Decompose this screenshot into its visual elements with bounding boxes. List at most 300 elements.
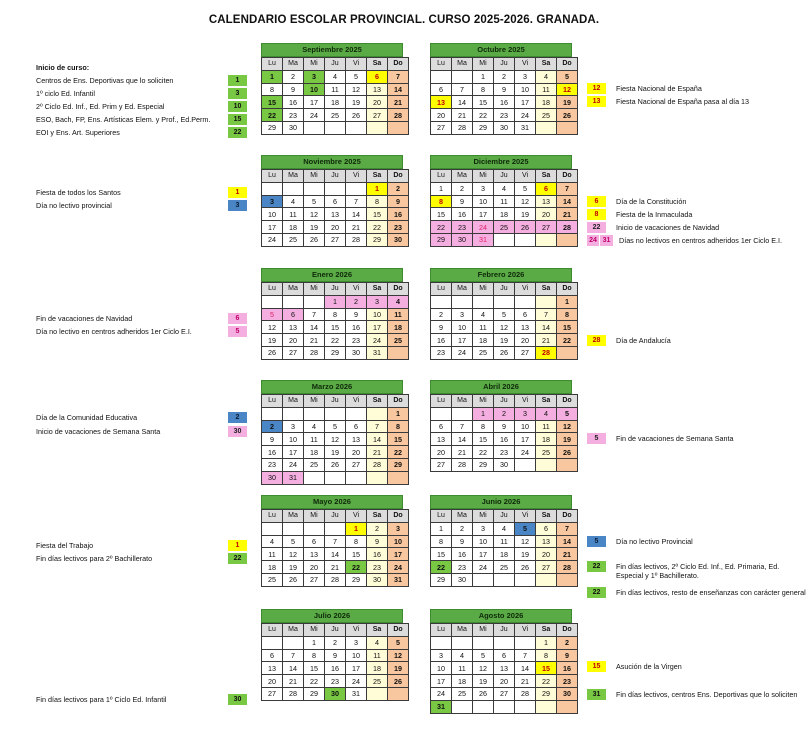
empty-cell <box>494 233 515 246</box>
day-cell: 11 <box>388 308 409 321</box>
empty-cell <box>262 295 283 308</box>
day-cell: 31 <box>367 346 388 359</box>
weekday-header: Sa <box>367 395 388 408</box>
weekday-header: Lu <box>431 58 452 71</box>
day-cell: 7 <box>304 308 325 321</box>
day-cell: 27 <box>367 109 388 122</box>
legend-label: 1º ciclo Ed. Infantil <box>36 89 95 98</box>
weekday-header: Do <box>557 624 578 637</box>
day-cell: 23 <box>367 561 388 574</box>
day-cell: 22 <box>431 221 452 234</box>
day-cell: 3 <box>262 195 283 208</box>
day-cell: 24 <box>367 334 388 347</box>
empty-cell <box>262 522 283 535</box>
weekday-header: Ju <box>494 58 515 71</box>
empty-cell <box>304 295 325 308</box>
day-cell: 1 <box>473 407 494 420</box>
day-cell: 29 <box>325 346 346 359</box>
legend-badge: 28 <box>587 335 606 346</box>
day-cell: 17 <box>452 334 473 347</box>
weekday-header: Sa <box>536 58 557 71</box>
day-cell: 17 <box>304 96 325 109</box>
day-cell: 7 <box>346 195 367 208</box>
day-cell: 5 <box>473 649 494 662</box>
day-cell: 22 <box>431 561 452 574</box>
weekday-header: Sa <box>536 510 557 523</box>
day-cell: 3 <box>473 182 494 195</box>
empty-cell <box>494 700 515 713</box>
day-cell: 20 <box>431 109 452 122</box>
weekday-header: Ju <box>325 624 346 637</box>
day-cell: 23 <box>283 109 304 122</box>
day-cell: 30 <box>367 573 388 586</box>
day-cell: 3 <box>431 649 452 662</box>
day-cell: 2 <box>494 70 515 83</box>
day-cell: 28 <box>367 458 388 471</box>
weekday-header: Vi <box>515 510 536 523</box>
day-cell: 27 <box>346 458 367 471</box>
empty-cell <box>452 70 473 83</box>
empty-cell <box>304 407 325 420</box>
weekday-header: Lu <box>262 283 283 296</box>
day-cell: 14 <box>304 321 325 334</box>
empty-cell <box>515 458 536 471</box>
day-cell: 7 <box>515 649 536 662</box>
day-cell: 30 <box>494 121 515 134</box>
day-cell: 21 <box>452 446 473 459</box>
day-cell: 4 <box>262 535 283 548</box>
day-cell: 20 <box>304 561 325 574</box>
day-cell: 27 <box>283 346 304 359</box>
legend-badge: 6 <box>587 196 606 207</box>
day-cell: 29 <box>304 687 325 700</box>
day-cell: 11 <box>473 321 494 334</box>
day-cell: 14 <box>325 548 346 561</box>
day-cell: 13 <box>431 96 452 109</box>
day-cell: 1 <box>325 295 346 308</box>
empty-cell <box>536 573 557 586</box>
day-cell: 24 <box>515 446 536 459</box>
day-cell: 19 <box>515 208 536 221</box>
day-cell: 28 <box>325 573 346 586</box>
legend-label: Día de la Constitución <box>616 197 687 206</box>
day-cell: 29 <box>431 233 452 246</box>
day-cell: 27 <box>536 221 557 234</box>
day-cell: 21 <box>557 208 578 221</box>
empty-cell <box>494 636 515 649</box>
day-cell: 13 <box>494 662 515 675</box>
day-cell: 24 <box>452 346 473 359</box>
empty-cell <box>452 700 473 713</box>
weekday-header: Ju <box>494 624 515 637</box>
month-calendar <box>430 609 572 714</box>
day-cell: 19 <box>304 221 325 234</box>
day-cell: 9 <box>494 83 515 96</box>
day-cell: 20 <box>515 334 536 347</box>
day-cell: 20 <box>325 221 346 234</box>
weekday-header: Lu <box>262 58 283 71</box>
weekday-header: Lu <box>431 170 452 183</box>
day-cell: 13 <box>367 83 388 96</box>
day-cell: 22 <box>473 109 494 122</box>
day-cell: 5 <box>557 70 578 83</box>
empty-cell <box>431 407 452 420</box>
month-title: Enero 2026 <box>261 268 403 282</box>
legend-badge: 1 <box>228 187 247 198</box>
day-cell: 9 <box>557 649 578 662</box>
weekday-header: Ma <box>452 395 473 408</box>
day-cell: 23 <box>346 334 367 347</box>
empty-cell <box>346 407 367 420</box>
weekday-header: Vi <box>515 624 536 637</box>
day-cell: 12 <box>494 321 515 334</box>
weekday-header: Do <box>388 395 409 408</box>
empty-cell <box>367 687 388 700</box>
day-cell: 2 <box>325 636 346 649</box>
legend-badge: 30 <box>228 426 247 437</box>
day-cell: 22 <box>346 561 367 574</box>
day-cell: 23 <box>494 446 515 459</box>
day-cell: 9 <box>452 535 473 548</box>
day-cell: 18 <box>283 221 304 234</box>
day-cell: 10 <box>283 433 304 446</box>
legend-label: Fin días lectivos, resto de enseñanzas con carácter general <box>616 588 806 597</box>
day-cell: 27 <box>431 458 452 471</box>
legend-label: ESO, Bach, FP, Ens. Artísticas Elem. y Prof., Ed.Perm. <box>36 115 211 124</box>
day-cell: 5 <box>346 70 367 83</box>
empty-cell <box>367 121 388 134</box>
day-cell: 13 <box>304 548 325 561</box>
weekday-header: Lu <box>262 510 283 523</box>
day-cell: 5 <box>557 407 578 420</box>
day-cell: 1 <box>262 70 283 83</box>
day-cell: 11 <box>452 662 473 675</box>
day-cell: 11 <box>494 195 515 208</box>
day-cell: 9 <box>325 649 346 662</box>
day-cell: 6 <box>536 522 557 535</box>
day-cell: 26 <box>515 561 536 574</box>
day-cell: 28 <box>557 561 578 574</box>
legend-label: Fin días lectivos, centros Ens. Deportivas que lo soliciten <box>616 690 798 699</box>
legend-label: Inicio de curso: <box>36 63 90 72</box>
legend-badge: 31 <box>587 689 606 700</box>
day-cell: 16 <box>431 334 452 347</box>
weekday-header: Ma <box>452 283 473 296</box>
day-cell: 8 <box>325 308 346 321</box>
day-cell: 9 <box>388 195 409 208</box>
empty-cell <box>557 573 578 586</box>
day-cell: 6 <box>431 420 452 433</box>
day-cell: 3 <box>388 522 409 535</box>
legend-badge: 31 <box>600 235 613 246</box>
day-cell: 26 <box>346 109 367 122</box>
empty-cell <box>304 121 325 134</box>
day-cell: 2 <box>494 407 515 420</box>
day-cell: 22 <box>304 675 325 688</box>
empty-cell <box>367 471 388 484</box>
day-cell: 4 <box>304 420 325 433</box>
weekday-header: Lu <box>262 395 283 408</box>
day-cell: 8 <box>473 420 494 433</box>
empty-cell <box>346 471 367 484</box>
day-cell: 13 <box>346 433 367 446</box>
empty-cell <box>325 522 346 535</box>
day-cell: 7 <box>283 649 304 662</box>
day-cell: 18 <box>536 433 557 446</box>
empty-cell <box>431 70 452 83</box>
day-cell: 20 <box>536 548 557 561</box>
day-cell: 4 <box>367 636 388 649</box>
day-cell: 7 <box>367 420 388 433</box>
day-cell: 24 <box>262 233 283 246</box>
weekday-header: Mi <box>473 58 494 71</box>
empty-cell <box>452 636 473 649</box>
empty-cell <box>536 121 557 134</box>
weekday-header: Ju <box>325 58 346 71</box>
day-cell: 22 <box>367 221 388 234</box>
day-cell: 21 <box>388 96 409 109</box>
day-cell: 12 <box>325 433 346 446</box>
day-cell: 1 <box>557 295 578 308</box>
day-cell: 15 <box>431 208 452 221</box>
day-cell: 27 <box>325 233 346 246</box>
empty-cell <box>557 458 578 471</box>
day-cell: 8 <box>388 420 409 433</box>
empty-cell <box>452 407 473 420</box>
month-calendar <box>430 380 572 472</box>
day-cell: 16 <box>346 321 367 334</box>
empty-cell <box>473 573 494 586</box>
day-cell: 14 <box>452 433 473 446</box>
day-cell: 26 <box>262 346 283 359</box>
day-cell: 22 <box>473 446 494 459</box>
day-cell: 16 <box>262 446 283 459</box>
day-cell: 21 <box>304 334 325 347</box>
legend-label: Fiesta del Trabajo <box>36 541 94 550</box>
day-cell: 11 <box>536 420 557 433</box>
empty-cell <box>304 522 325 535</box>
day-cell: 23 <box>431 346 452 359</box>
day-cell: 27 <box>515 346 536 359</box>
day-cell: 30 <box>557 687 578 700</box>
day-cell: 4 <box>283 195 304 208</box>
weekday-header: Ma <box>283 170 304 183</box>
weekday-header: Sa <box>536 624 557 637</box>
empty-cell <box>557 700 578 713</box>
empty-cell <box>346 121 367 134</box>
weekday-header: Lu <box>431 395 452 408</box>
weekday-header: Ma <box>283 58 304 71</box>
day-cell: 10 <box>473 535 494 548</box>
weekday-header: Sa <box>367 624 388 637</box>
day-cell: 30 <box>283 121 304 134</box>
day-cell: 25 <box>262 573 283 586</box>
day-cell: 16 <box>452 208 473 221</box>
day-cell: 15 <box>367 208 388 221</box>
weekday-header: Ma <box>283 624 304 637</box>
day-cell: 14 <box>452 96 473 109</box>
day-cell: 10 <box>515 420 536 433</box>
day-cell: 5 <box>304 195 325 208</box>
day-cell: 5 <box>388 636 409 649</box>
legend-badge: 22 <box>587 561 606 572</box>
weekday-header: Vi <box>346 58 367 71</box>
empty-cell <box>388 471 409 484</box>
weekday-header: Ju <box>325 395 346 408</box>
empty-cell <box>557 121 578 134</box>
legend-badge: 22 <box>587 587 606 598</box>
legend-badge: 5 <box>228 326 247 337</box>
legend-label: Fin días lectivos, 2º Ciclo Ed. Inf., Ed. Primaria, Ed. Especial y 1º Bachillerato. <box>616 562 780 580</box>
day-cell: 8 <box>536 649 557 662</box>
legend-badge: 30 <box>228 694 247 705</box>
day-cell: 4 <box>494 182 515 195</box>
day-cell: 29 <box>388 458 409 471</box>
weekday-header: Do <box>557 283 578 296</box>
day-cell: 18 <box>473 334 494 347</box>
weekday-header: Ju <box>494 395 515 408</box>
day-cell: 1 <box>367 182 388 195</box>
day-cell: 5 <box>262 308 283 321</box>
weekday-header: Do <box>557 510 578 523</box>
legend-label: Día no lectivo provincial <box>36 201 112 210</box>
legend-label: Fin de vacaciones de Semana Santa <box>616 434 734 443</box>
day-cell: 14 <box>536 321 557 334</box>
empty-cell <box>431 295 452 308</box>
day-cell: 2 <box>452 182 473 195</box>
day-cell: 13 <box>536 195 557 208</box>
day-cell: 26 <box>557 446 578 459</box>
day-cell: 12 <box>262 321 283 334</box>
day-cell: 6 <box>283 308 304 321</box>
month-calendar <box>430 268 572 360</box>
day-cell: 12 <box>283 548 304 561</box>
legend-label: Día de la Comunidad Educativa <box>36 413 138 422</box>
day-cell: 13 <box>431 433 452 446</box>
day-cell: 4 <box>452 649 473 662</box>
day-cell: 20 <box>262 675 283 688</box>
day-cell: 26 <box>304 233 325 246</box>
day-cell: 1 <box>536 636 557 649</box>
day-cell: 10 <box>262 208 283 221</box>
day-cell: 17 <box>388 548 409 561</box>
day-cell: 10 <box>431 662 452 675</box>
month-calendar <box>430 495 572 587</box>
weekday-header: Do <box>388 58 409 71</box>
day-cell: 22 <box>388 446 409 459</box>
empty-cell <box>283 522 304 535</box>
day-cell: 10 <box>473 195 494 208</box>
empty-cell <box>304 182 325 195</box>
day-cell: 7 <box>452 420 473 433</box>
day-cell: 10 <box>304 83 325 96</box>
day-cell: 15 <box>304 662 325 675</box>
day-cell: 21 <box>367 446 388 459</box>
day-cell: 14 <box>388 83 409 96</box>
weekday-header: Sa <box>367 58 388 71</box>
weekday-header: Do <box>557 58 578 71</box>
day-cell: 20 <box>283 334 304 347</box>
day-cell: 22 <box>262 109 283 122</box>
day-cell: 1 <box>431 182 452 195</box>
weekday-header: Lu <box>431 283 452 296</box>
empty-cell <box>304 471 325 484</box>
weekday-header: Ju <box>325 170 346 183</box>
day-cell: 21 <box>283 675 304 688</box>
weekday-header: Vi <box>346 170 367 183</box>
day-cell: 24 <box>473 561 494 574</box>
day-cell: 25 <box>494 221 515 234</box>
day-cell: 30 <box>452 233 473 246</box>
month-title: Febrero 2026 <box>430 268 572 282</box>
weekday-header: Sa <box>536 170 557 183</box>
weekday-header: Sa <box>536 283 557 296</box>
weekday-header: Vi <box>346 624 367 637</box>
legend-badge: 2 <box>228 412 247 423</box>
empty-cell <box>473 636 494 649</box>
legend-badge: 10 <box>228 101 247 112</box>
day-cell: 19 <box>494 334 515 347</box>
day-cell: 18 <box>494 548 515 561</box>
day-cell: 1 <box>388 407 409 420</box>
weekday-header: Mi <box>304 283 325 296</box>
month-calendar <box>261 380 403 485</box>
empty-cell <box>494 295 515 308</box>
day-cell: 28 <box>452 458 473 471</box>
day-cell: 3 <box>367 295 388 308</box>
day-cell: 17 <box>473 548 494 561</box>
day-cell: 28 <box>536 346 557 359</box>
day-cell: 9 <box>262 433 283 446</box>
empty-cell <box>473 295 494 308</box>
legend-badge: 22 <box>587 222 606 233</box>
day-cell: 4 <box>325 70 346 83</box>
weekday-header: Vi <box>346 510 367 523</box>
day-cell: 15 <box>325 321 346 334</box>
day-cell: 16 <box>557 662 578 675</box>
weekday-header: Do <box>388 624 409 637</box>
day-cell: 25 <box>536 109 557 122</box>
day-cell: 11 <box>262 548 283 561</box>
day-cell: 10 <box>367 308 388 321</box>
day-cell: 16 <box>494 96 515 109</box>
day-cell: 16 <box>452 548 473 561</box>
day-cell: 8 <box>346 535 367 548</box>
day-cell: 18 <box>452 675 473 688</box>
day-cell: 13 <box>536 535 557 548</box>
day-cell: 29 <box>346 573 367 586</box>
day-cell: 10 <box>388 535 409 548</box>
weekday-header: Vi <box>515 283 536 296</box>
day-cell: 14 <box>346 208 367 221</box>
weekday-header: Mi <box>473 170 494 183</box>
day-cell: 19 <box>262 334 283 347</box>
day-cell: 26 <box>494 346 515 359</box>
day-cell: 24 <box>388 561 409 574</box>
day-cell: 24 <box>515 109 536 122</box>
day-cell: 17 <box>283 446 304 459</box>
month-title: Noviembre 2025 <box>261 155 403 169</box>
weekday-header: Mi <box>473 395 494 408</box>
day-cell: 24 <box>346 675 367 688</box>
weekday-header: Do <box>388 283 409 296</box>
day-cell: 28 <box>452 121 473 134</box>
weekday-header: Vi <box>515 170 536 183</box>
day-cell: 31 <box>431 700 452 713</box>
day-cell: 22 <box>325 334 346 347</box>
day-cell: 15 <box>388 433 409 446</box>
empty-cell <box>515 233 536 246</box>
